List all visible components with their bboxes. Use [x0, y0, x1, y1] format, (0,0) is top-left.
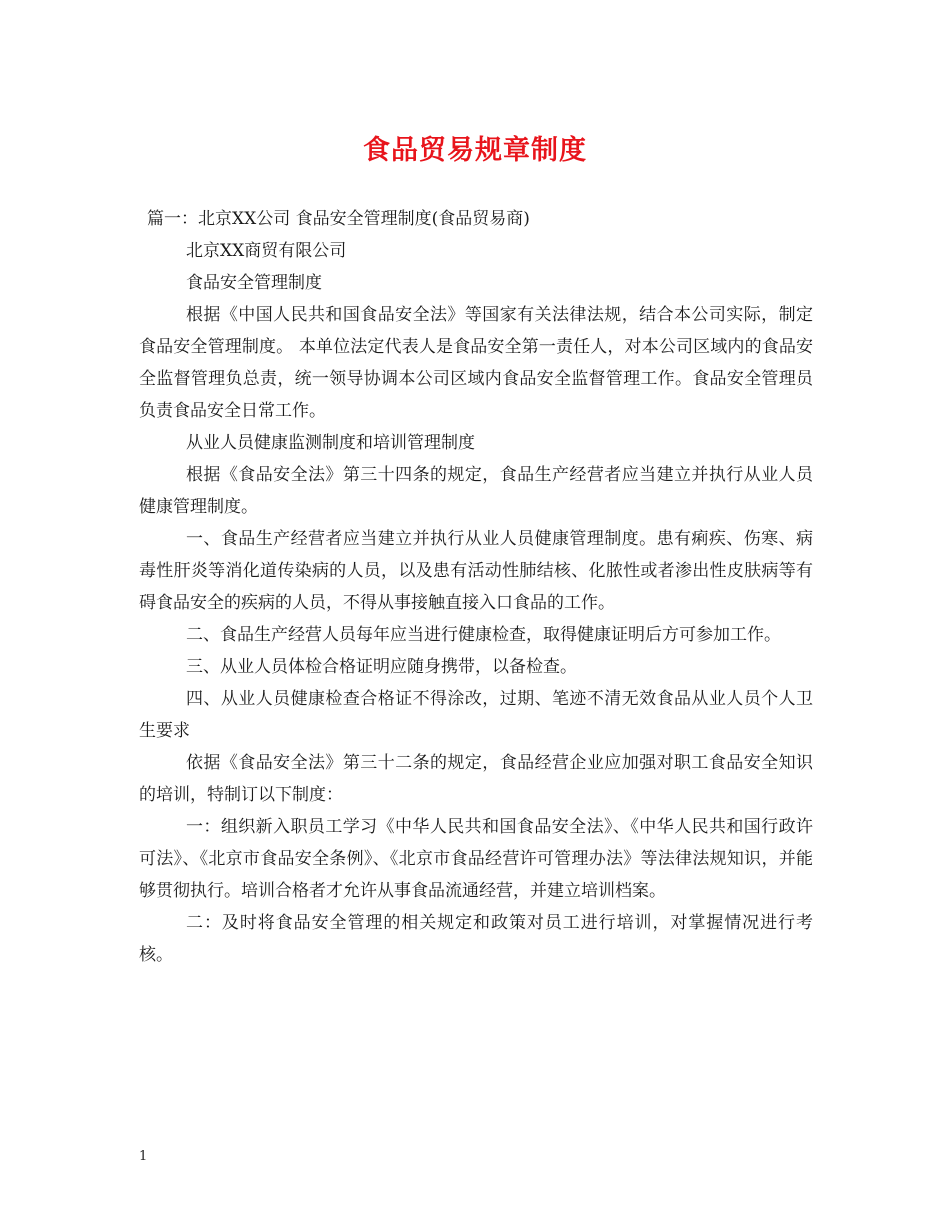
paragraph: 四、从业人员健康检查合格证不得涂改，过期、笔迹不清无效食品从业人员个人卫生要求: [139, 689, 813, 741]
paragraph-chapter-heading: 篇一：北京XX公司 食品安全管理制度(食品贸易商): [147, 209, 530, 229]
paragraph: 依据《食品安全法》第三十二条的规定，食品经营企业应加强对职工食品安全知识的培训，特制订以下制度：: [139, 753, 813, 805]
paragraph: 二、食品生产经营人员每年应当进行健康检查，取得健康证明后方可参加工作。: [186, 625, 781, 645]
paragraph-subheading: 从业人员健康监测制度和培训管理制度: [186, 433, 475, 453]
paragraph: 二：及时将食品安全管理的相关规定和政策对员工进行培训，对掌握情况进行考核。: [139, 913, 813, 965]
document-title: 食品贸易规章制度: [363, 135, 587, 166]
paragraph: 根据《中国人民共和国食品安全法》等国家有关法律法规，结合本公司实际，制定食品安全管理制度。 本单位法定代表人是食品安全第一责任人，对本公司区域内的食品安全监督管理负总责，统一领导协调本公司区域内食品安全监督管理工作。食品安全管理员负责食品安全日常工作。: [139, 305, 813, 421]
document-body: [139, 203, 813, 971]
paragraph-company-name: 北京XX商贸有限公司: [186, 241, 347, 261]
paragraph: 三、从业人员体检合格证明应随身携带，以备检查。: [186, 657, 577, 677]
paragraph-section-heading: 食品安全管理制度: [186, 273, 322, 293]
paragraph: 根据《食品安全法》第三十四条的规定，食品生产经营者应当建立并执行从业人员健康管理制度。: [139, 465, 813, 517]
paragraph: 一、食品生产经营者应当建立并执行从业人员健康管理制度。患有痢疾、伤寒、病毒性肝炎等消化道传染病的人员，以及患有活动性肺结核、化脓性或者渗出性皮肤病等有碍食品安全的疾病的人员，不得从事接触直接入口食品的工作。: [139, 529, 813, 613]
page-number: 1: [139, 1149, 148, 1164]
paragraph: 一：组织新入职员工学习《中华人民共和国食品安全法》、《中华人民共和国行政许可法》、《北京市食品安全条例》、《北京市食品经营许可管理办法》等法律法规知识，并能够贯彻执行。培训合格者才允许从事食品流通经营，并建立培训档案。: [139, 817, 813, 901]
